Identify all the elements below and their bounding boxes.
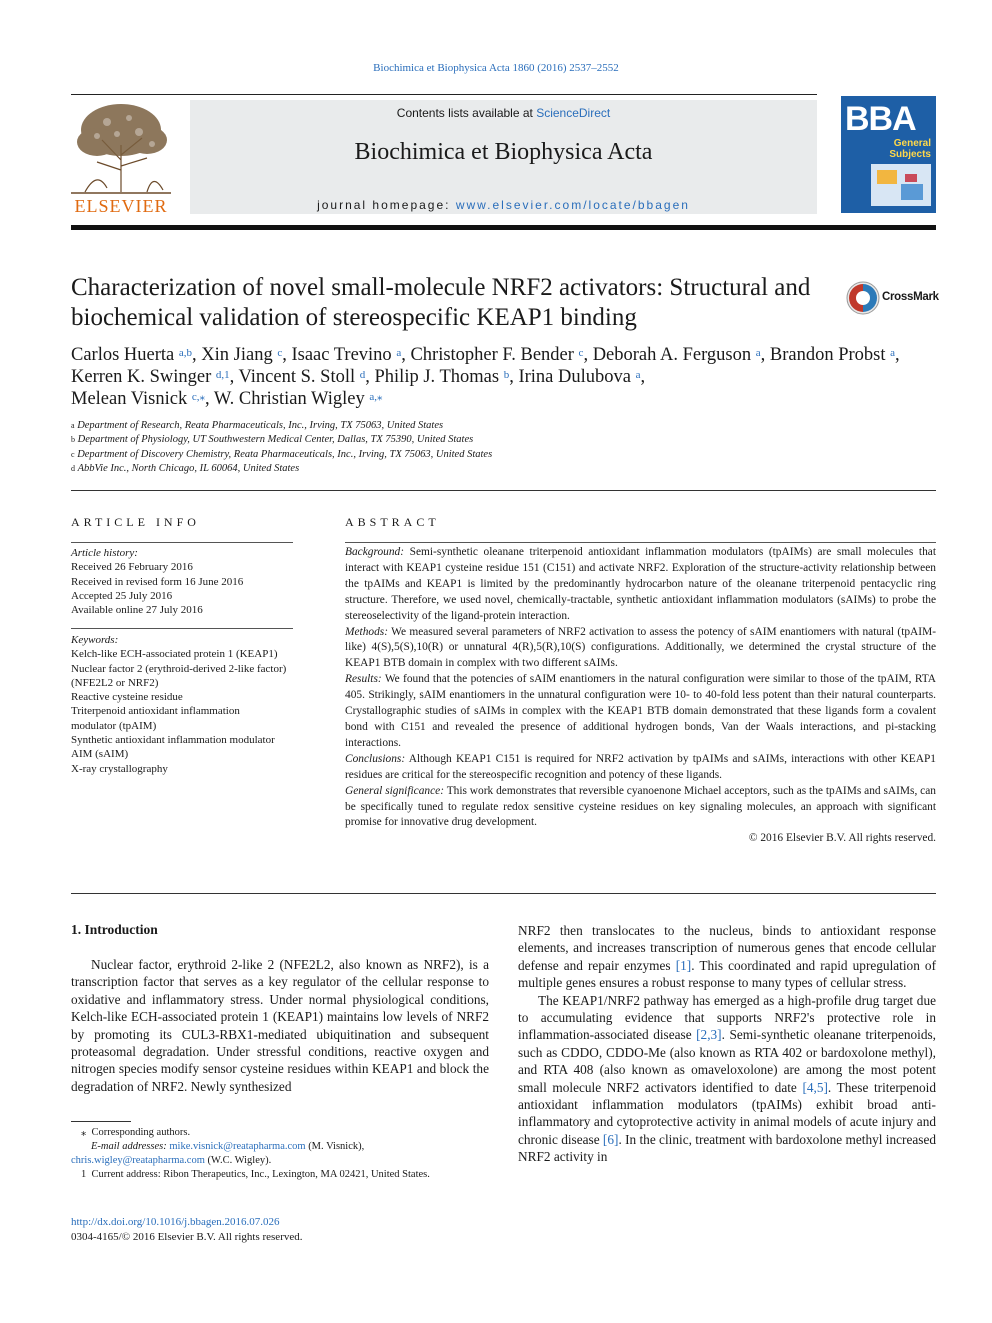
- author[interactable]: Xin Jiang $^c$: [201, 345, 283, 365]
- author[interactable]: W. Christian Wigley $^{a,⁎}$: [213, 389, 383, 409]
- author[interactable]: Vincent S. Stoll $^d$: [238, 367, 366, 387]
- author-list: Carlos Huerta $^{a,b}$, Xin Jiang $^c$, Isaac Trevino $^a$, Christopher F. Bender $^c$, Deborah A. Ferguson $^a$, Brandon Probst $^a$, Kerren K. Swinger $^{d,1}$, Vincent S. Stoll $^d$, Philip J. Thomas $^b$, Irina Dulubova $^a$, Melean Visnick $^{c,⁎}$, W. Christian Wigley $^{a,⁎}$: [71, 345, 900, 409]
- affiliation: $^c$ Department of Discovery Chemistry, Reata Pharmaceuticals, Inc., Irving, TX 75063, United States: [71, 449, 493, 460]
- email-link[interactable]: mike.visnick@reatapharma.com: [169, 1141, 306, 1152]
- article-title: Characterization of novel small-molecule NRF2 activators: Structural and biochemical validation of stereospecific KEAP1 binding: [71, 274, 811, 331]
- abstract-copyright: © 2016 Elsevier B.V. All rights reserved.: [748, 832, 936, 845]
- keywords-rule: [71, 628, 293, 629]
- body-rule: [71, 893, 936, 894]
- abstract-significance: General significance: This work demonstrates that reversible cyanoenone Michael acceptors, such as the tpAIMs and sAIMs, can be specifically tuned to regulate redox sensitive cysteine residues on key signaling molecules, an approach with significant promise for innovative drug development.: [345, 784, 936, 829]
- affiliation: $^b$ Department of Physiology, UT Southwestern Medical Center, Dallas, TX 75390, United States: [71, 434, 474, 445]
- affiliation: $^a$ Department of Research, Reata Pharmaceuticals, Inc., Irving, TX 75063, United States: [71, 420, 444, 431]
- crossmark-badge[interactable]: CrossMark: [846, 281, 938, 317]
- abstract-body: [345, 545, 936, 847]
- journal-cover[interactable]: [841, 96, 936, 213]
- sciencedirect-link[interactable]: ScienceDirect: [536, 106, 611, 120]
- doi-link[interactable]: http://dx.doi.org/10.1016/j.bbagen.2016.07.026: [71, 1216, 280, 1228]
- author[interactable]: Christopher F. Bender $^c$: [410, 345, 584, 365]
- abstract-conclusions: Conclusions: Although KEAP1 C151 is required for NRF2 activation by tpAIMs and sAIMs, interactions with other KEAP1 residues are critical for the stereospecific recognition and potency of these ligands.: [345, 752, 936, 781]
- article-history: Article history: Received 26 February 2016 Received in revised form 16 June 2016 Accepted 25 July 2016 Available online 27 July 2016: [71, 547, 244, 617]
- ref-link[interactable]: [6]: [602, 1131, 619, 1147]
- intro-left-column: Nuclear factor, erythroid 2-like 2 (NFE2L2, also known as NRF2), is a transcription factor that serves as a key regulator of the cellular response to oxidative and inflammatory stress. Under normal physiological conditions, Kelch-like ECH-associated protein 1 (KEAP1) maintains low levels of NRF2 by promoting its CUL3-RBX1-mediated ubiquitination and subsequent proteasomal degradation. Under stressful conditions, reactive oxygen and nitrogen species modify sensor cysteine residues within KEAP1 and block the degradation of NRF2. Newly synthesized: [71, 957, 489, 1094]
- header-thick-rule: [71, 225, 936, 230]
- elsevier-wordmark: ELSEVIER: [74, 196, 168, 216]
- author[interactable]: Carlos Huerta $^{a,b}$: [71, 345, 193, 365]
- author[interactable]: Brandon Probst $^a$: [769, 345, 896, 365]
- introduction-heading: 1. Introduction: [71, 922, 158, 937]
- contents-line: Contents lists available at ScienceDirect: [396, 106, 611, 120]
- abstract-heading: ABSTRACT: [345, 515, 440, 529]
- author[interactable]: Deborah A. Ferguson $^a$: [592, 345, 761, 365]
- keywords-list: Keywords: Kelch-like ECH-associated protein 1 (KEAP1) Nuclear factor 2 (erythroid-derived 2-like factor) (NFE2L2 or NRF2) Reactive cysteine residue Triterpenoid antioxidant inflammation modulator (tpAIM) Synthetic antioxidant inflammation modulator AIM (sAIM) X-ray crystallography: [71, 634, 287, 775]
- corresponding-footnote: ⁎ Corresponding authors. E-mail addresses: mike.visnick@reatapharma.com (M. Visnick), chris.wigley@reatapharma.com (W.C. Wigley). 1 Current address: Ribon Therapeutics, Inc., Lexington, MA 02421, United States.: [71, 1127, 430, 1180]
- ref-link[interactable]: [1]: [675, 957, 692, 973]
- cover-title: BBA: [845, 100, 916, 138]
- abstract-methods: Methods: We measured several parameters of NRF2 activation to assess the potency of sAIM enantiomers with natural (tpAIM-like) 4(S),5(S),10(R) or unnatural 4(R),5(R),10(S) configurations. Additionally, we determined the crystal structure of the KEAP1 BTB domain in complex with two different sAIMs.: [345, 625, 936, 670]
- ref-link[interactable]: [2,3]: [696, 1027, 722, 1043]
- ref-link[interactable]: [4,5]: [802, 1079, 828, 1095]
- author[interactable]: Kerren K. Swinger $^{d,1}$: [71, 367, 230, 387]
- author[interactable]: Irina Dulubova $^a$: [518, 367, 641, 387]
- abstract-rule: [345, 542, 936, 543]
- abstract-results: Results: We found that the potencies of sAIM enantiomers in the natural configuration were similar to those of the tpAIM, RTA 405. Strikingly, sAIM enantiomers in the unnatural configuration were 10- to 40-fold less potent than their natural counterparts. Crystallographic studies of sAIMs in complex with the KEAP1 BTB domain demonstrated that these ligands form a covalent bond with C151 and revealed the presence of additional hydrogen bonds, Van der Waals interactions, and pi-stacking interactions.: [345, 673, 936, 749]
- author[interactable]: Melean Visnick $^{c,⁎}$: [71, 389, 205, 409]
- journal-citation[interactable]: Biochimica et Biophysica Acta 1860 (2016) 2537–2552: [373, 62, 619, 74]
- abstract-background: Background: Semi-synthetic oleanane triterpenoid antioxidant inflammation modulators (tpAIMs) are small molecules that interact with KEAP1 cysteine residue 151 (C151) and activate NRF2. Exploration of the structure-activity relationship between the tpAIMs and KEAP1 is limited by the predominantly hydrocarbon nature of the oleanane triterpenoid pentacyclic ring structure. Therefore, we used novel, chemically-tractable, synthetic antioxidant inflammation modulators (sAIMs) to probe the stereoselectivity of the ligand-protein interaction.: [345, 546, 936, 622]
- footnote-rule: [71, 1121, 131, 1122]
- doi-block: http://dx.doi.org/10.1016/j.bbagen.2016.07.026 0304-4165/© 2016 Elsevier B.V. All rights reserved.: [71, 1216, 303, 1243]
- email-link[interactable]: chris.wigley@reatapharma.com: [71, 1155, 205, 1166]
- homepage-link[interactable]: www.elsevier.com/locate/bbagen: [455, 198, 690, 212]
- cover-image: [871, 164, 931, 206]
- crossmark-icon: [846, 281, 880, 315]
- section-rule: [71, 490, 936, 491]
- author[interactable]: Isaac Trevino $^a$: [291, 345, 402, 365]
- header-rule: [71, 94, 817, 95]
- journal-title: Biochimica et Biophysica Acta: [354, 139, 653, 165]
- journal-homepage: journal homepage: www.elsevier.com/locate/bbagen: [317, 198, 690, 212]
- affiliation: $^d$ AbbVie Inc., North Chicago, IL 60064, United States: [71, 463, 300, 474]
- intro-right-column: NRF2 then translocates to the nucleus, binds to antioxidant response elements, and increases transcription of numerous genes that encode cellular defense and repair enzymes [1]. This coordinated and rapid upregulation of multiple genes ensures a robust response to many types of cellular stress. The KEAP1/NRF2 pathway has emerged as a high-profile drug target due to accumulating evidence that supports NRF2's protective role in inflammation-associated disease [2,3]. Semi-synthetic oleanane triterpenoids, such as CDDO, CDDO-Me (also known as RTA 402 or bardoxolone methyl), and RTA 408 (also known as omaveloxolone) are among the most potent small molecule NRF2 activators identified to date [4,5]. These triterpenoid antioxidant inflammation modulators (tpAIMs) exhibit broad anti-inflammatory and cytoprotective activity in animal models of acute injury and chronic disease [6]. In the clinic, treatment with bardoxolone methyl increased NRF2 activity in: [518, 923, 937, 1165]
- article-info-rule: [71, 542, 293, 543]
- cover-subtitle: General Subjects: [889, 138, 931, 160]
- author[interactable]: Philip J. Thomas $^b$: [374, 367, 510, 387]
- article-info-heading: ARTICLE INFO: [71, 515, 200, 529]
